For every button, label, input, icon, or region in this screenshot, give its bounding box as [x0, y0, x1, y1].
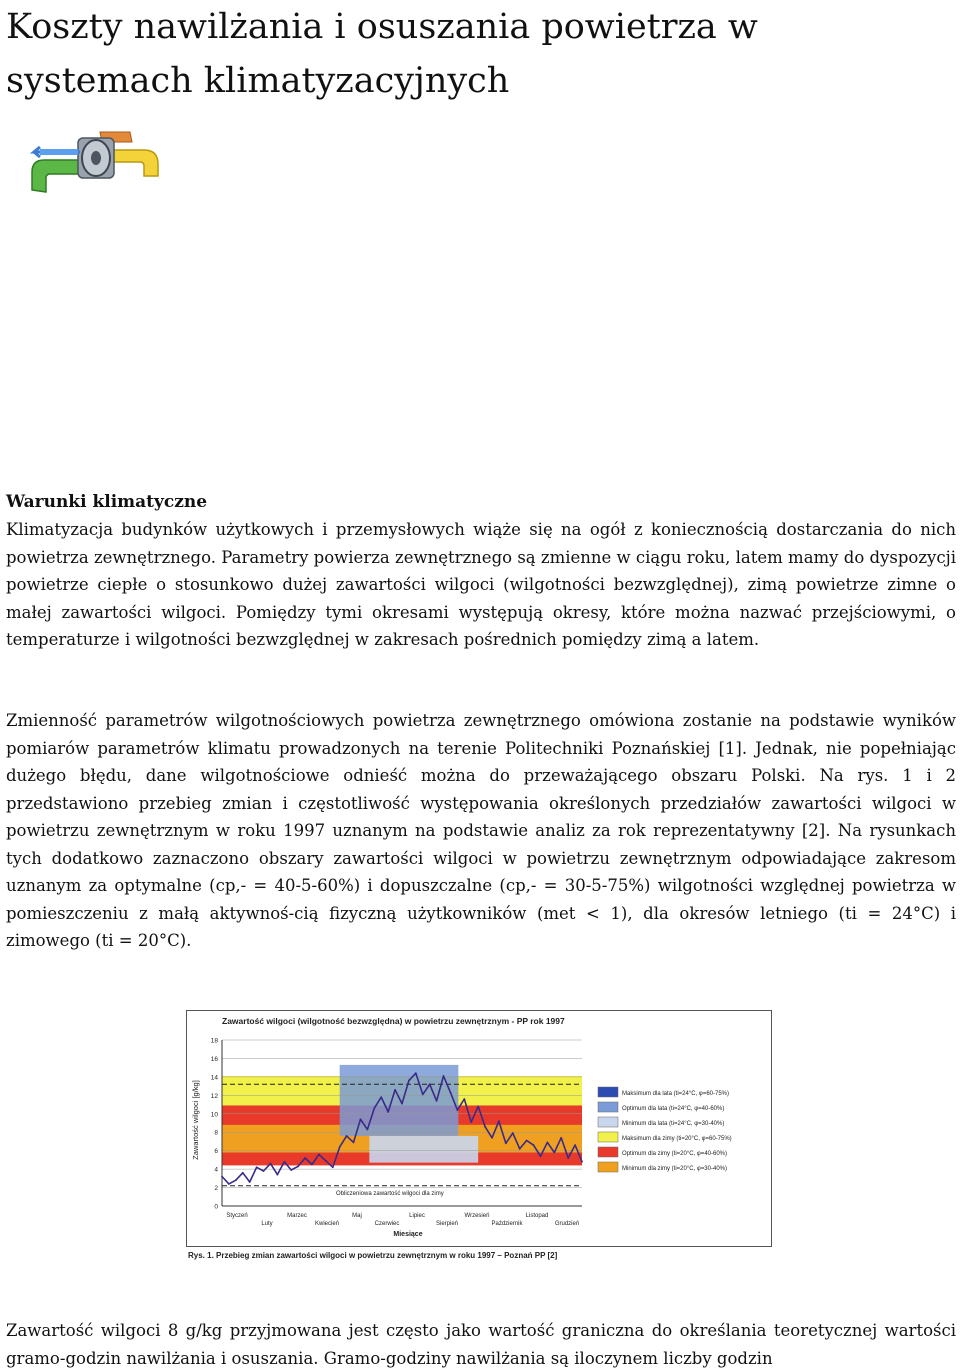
legend-swatch	[598, 1102, 618, 1112]
legend-swatch	[598, 1087, 618, 1097]
data-point	[401, 1103, 403, 1105]
data-point	[263, 1170, 265, 1172]
data-point	[415, 1072, 417, 1074]
data-point	[498, 1120, 500, 1122]
data-point	[270, 1163, 272, 1165]
paragraph-conditions: Klimatyzacja budynków użytkowych i przemysłowych wiąże się na ogół z koniecznością dostarczania do nich powietrza zewnętrznego. Parametry powierza zewnętrznego są zmienne w ciągu roku, latem mamy do dyspozycji powietrze ciepłe o stosunkowo dużej zawartości wilgoci (wilgotności bezwzględnej), zimą powietrze zimne o małej zawartości wilgoci. Pomiędzy tymi okresami występują okresy, które można nazwać przejściowymi, o temperaturze i wilgotności bezwzględnej w zakresach pośrednich pomiędzy zimą a latem.	[6, 520, 956, 649]
month-label: Listopad	[525, 1213, 549, 1219]
month-label: Sierpień	[435, 1221, 459, 1227]
air-handling-unit-icon	[20, 120, 170, 200]
page-title: Koszty nawilżania i osuszania powietrza w systemach klimatyzacyjnych	[6, 7, 758, 101]
y-tick-label: 6	[214, 1148, 218, 1156]
data-point	[256, 1166, 258, 1168]
y-tick-label: 4	[214, 1166, 218, 1174]
data-point	[283, 1161, 285, 1163]
legend-swatch	[598, 1117, 618, 1127]
data-point	[276, 1174, 278, 1176]
data-point	[540, 1155, 542, 1157]
data-point	[574, 1144, 576, 1146]
data-point	[463, 1098, 465, 1100]
data-point	[519, 1148, 521, 1150]
month-label: Październik	[491, 1221, 523, 1227]
y-tick-label: 12	[210, 1092, 218, 1100]
month-label: Wrzesień	[464, 1213, 490, 1219]
data-point	[221, 1176, 223, 1178]
data-point	[581, 1161, 583, 1163]
data-point	[318, 1153, 320, 1155]
data-point	[546, 1141, 548, 1143]
data-point	[429, 1083, 431, 1085]
humidity-chart-figure	[186, 1010, 772, 1262]
data-point	[249, 1181, 251, 1183]
band-summer-minimum	[369, 1136, 478, 1163]
month-label: Grudzień	[554, 1221, 580, 1227]
data-point	[470, 1121, 472, 1123]
data-point	[450, 1092, 452, 1094]
month-label: Czerwiec	[374, 1221, 400, 1227]
legend-label: Maksimum dla lata (ti=24°C, φ=60-75%)	[622, 1091, 729, 1097]
data-point	[353, 1141, 355, 1143]
month-label: Kwiecień	[314, 1221, 340, 1227]
month-label: Luty	[261, 1221, 273, 1227]
legend-label: Optimum dla zimy (ti=20°C, φ=40-60%)	[622, 1151, 727, 1157]
data-point	[553, 1152, 555, 1154]
y-tick-label: 14	[210, 1074, 218, 1082]
data-point	[560, 1137, 562, 1139]
data-point	[443, 1075, 445, 1077]
data-point	[297, 1165, 299, 1167]
data-point	[484, 1126, 486, 1128]
legend-swatch	[598, 1162, 618, 1172]
data-point	[235, 1179, 237, 1181]
data-point	[339, 1146, 341, 1148]
data-point	[346, 1135, 348, 1137]
data-point	[242, 1172, 244, 1174]
y-tick-label: 18	[210, 1037, 218, 1045]
data-point	[567, 1157, 569, 1159]
legend-label: Optimum dla lata (ti=24°C, φ=40-60%)	[622, 1106, 725, 1112]
humidity-chart	[186, 1010, 772, 1262]
paragraph-measurements: Zmienność parametrów wilgotnościowych powietrza zewnętrznego omówiona zostanie na podstawie wyników pomiarów parametrów klimatu prowadzonych na terenie Politechniki Poznańskiej [1]. Jednak, nie popełniając dużego błędu, dane wilgotnościowe odnieść można do przeważającego obszaru Polski. Na rys. 1 i 2 przedstawiono przebieg zmian i częstotliwość występowania określonych przedziałów zawartości wilgoci w powietrzu zewnętrznym w roku 1997 uznanym na podstawie analiz za rok reprezentatywny [2]. Na rysunkach tych dodatkowo zaznaczono obszary zawartości wilgoci w powietrzu zewnętrznym odpowiadające zakresom uznanym za optymalne (cp,- = 40-5-60%) i dopuszczalne (cp,- = 30-5-75%) wilgotności względnej powietrza w pomieszczeniu z małą aktywnoś-cią fizyczną użytkowników (met < 1), dla okresów letniego (ti = 24°C) i zimowego (ti = 20°C).	[6, 711, 956, 950]
month-label: Lipiec	[409, 1213, 425, 1219]
data-point	[332, 1166, 334, 1168]
legend-swatch	[598, 1147, 618, 1157]
chart-title: Zawartość wilgoci (wilgotność bezwzględna) w powietrzu zewnętrznym - PP rok 1997	[222, 1016, 565, 1026]
y-tick-label: 8	[214, 1129, 218, 1137]
y-tick-label: 16	[210, 1055, 218, 1063]
y-tick-label: 0	[214, 1203, 218, 1211]
air-handling-unit-image	[20, 120, 170, 200]
data-point	[526, 1140, 528, 1142]
data-point	[505, 1142, 507, 1144]
data-point	[387, 1111, 389, 1113]
data-point	[311, 1164, 313, 1166]
data-point	[477, 1106, 479, 1108]
data-point	[422, 1094, 424, 1096]
data-point	[394, 1089, 396, 1091]
data-point	[408, 1080, 410, 1082]
data-point	[366, 1129, 368, 1131]
month-label: Styczeń	[226, 1213, 248, 1219]
legend-label: Minimum dla lata (ti=24°C, φ=30-40%)	[622, 1121, 725, 1127]
data-point	[228, 1183, 230, 1185]
legend-swatch	[598, 1132, 618, 1142]
data-point	[380, 1096, 382, 1098]
band-summer-optimal	[340, 1065, 459, 1136]
data-point	[512, 1132, 514, 1134]
section-heading: Warunki klimatyczne	[6, 492, 208, 512]
paragraph-threshold: Zawartość wilgoci 8 g/kg przyjmowana jest często jako wartość graniczna do określania teoretycznej wartości gramo-godzin nawilżania i osuszania. Gramo-godziny nawilżania są iloczynem liczby godzin	[6, 1321, 956, 1368]
month-label: Marzec	[287, 1213, 307, 1219]
legend-label: Minimum dla zimy (ti=20°C, φ=30-40%)	[622, 1166, 727, 1172]
data-point	[456, 1109, 458, 1111]
chart-caption: Rys. 1. Przebieg zmian zawartości wilgoci w powietrzu zewnętrznym w roku 1997 – Poznań PP [2]	[188, 1251, 558, 1260]
data-point	[325, 1160, 327, 1162]
month-label: Maj	[352, 1213, 362, 1219]
annotation-winter: Obliczeniowa zawartość wilgoci dla zimy	[336, 1191, 444, 1197]
data-point	[304, 1157, 306, 1159]
data-point	[373, 1107, 375, 1109]
data-point	[533, 1144, 535, 1146]
data-point	[290, 1169, 292, 1171]
data-point	[436, 1100, 438, 1102]
legend-label: Maksimum dla zimy (ti=20°C, φ=60-75%)	[622, 1136, 732, 1142]
chart-x-axis-label: Miesiące	[393, 1231, 423, 1238]
chart-y-axis-label: Zawartość wilgoci [g/kg]	[191, 1080, 200, 1160]
data-point	[491, 1137, 493, 1139]
data-point	[360, 1118, 362, 1120]
y-tick-label: 2	[214, 1185, 218, 1193]
y-tick-label: 10	[210, 1111, 218, 1119]
